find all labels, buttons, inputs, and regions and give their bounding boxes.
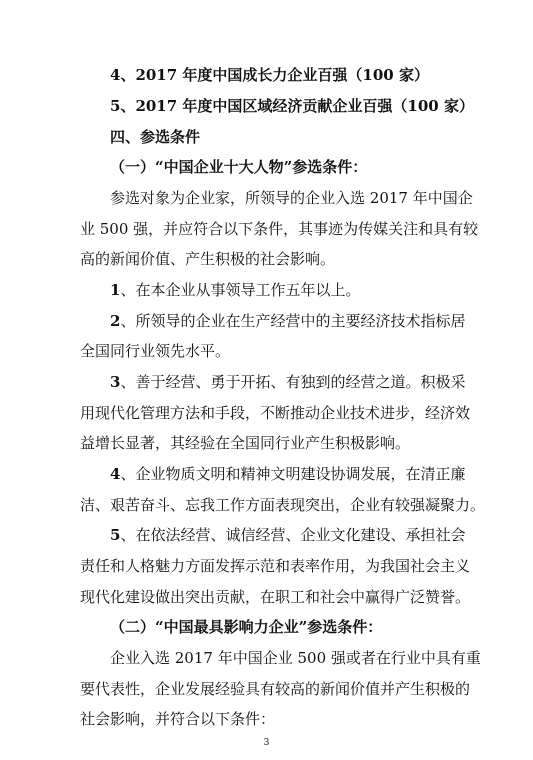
paragraph-line: 要代表性，企业发展经验具有较高的新闻价值并产生积极的 (80, 680, 471, 698)
paragraph-line: 用现代化管理方法和手段，不断推动企业技术进步，经济效 (80, 404, 471, 422)
paragraph-line: 洁、艰苦奋斗、忘我工作方面表现突出，企业有较强凝聚力。 (80, 496, 486, 514)
paragraph-line: 责任和人格魅力方面发挥示范和表率作用，为我国社会主义 (80, 557, 471, 575)
paragraph-line: 参选对象为企业家，所领导的企业入选 2017 年中国企 (110, 189, 473, 207)
condition-item: 1、在本企业从事领导工作五年以上。 (110, 281, 361, 299)
paragraph-line: 全国同行业领先水平。 (80, 342, 231, 360)
subsection-heading-1: （一）“中国企业十大人物”参选条件： (110, 158, 368, 176)
condition-item: 2、所领导的企业在生产经营中的主要经济技术指标居 (110, 312, 466, 330)
paragraph-line: 社会影响，并符合以下条件： (80, 710, 276, 728)
paragraph-line: 现代化建设做出突出贡献，在职工和社会中赢得广泛赞誉。 (80, 588, 471, 606)
award-category-5: 5、2017 年度中国区域经济贡献企业百强（100 家） (110, 97, 474, 115)
condition-item: 3、善于经营、勇于开拓、有独到的经营之道。积极采 (110, 373, 466, 391)
page-number: 3 (263, 738, 270, 748)
section-heading: 四、参选条件 (110, 128, 201, 146)
paragraph-line: 益增长显著，其经验在全国同行业产生积极影响。 (80, 434, 411, 452)
condition-item: 4、企业物质文明和精神文明建设协调发展，在清正廉 (110, 465, 466, 483)
paragraph-line: 高的新闻价值、产生积极的社会影响。 (80, 250, 336, 268)
award-category-4: 4、2017 年度中国成长力企业百强（100 家） (110, 66, 429, 84)
paragraph-line: 企业入选 2017 年中国企业 500 强或者在行业中具有重 (110, 649, 481, 667)
condition-item: 5、在依法经营、诚信经营、企业文化建设、承担社会 (110, 526, 466, 544)
paragraph-line: 业 500 强，并应符合以下条件，其事迹为传媒关注和具有较 (80, 220, 479, 238)
subsection-heading-2: （二）“中国最具影响力企业”参选条件： (110, 618, 383, 636)
